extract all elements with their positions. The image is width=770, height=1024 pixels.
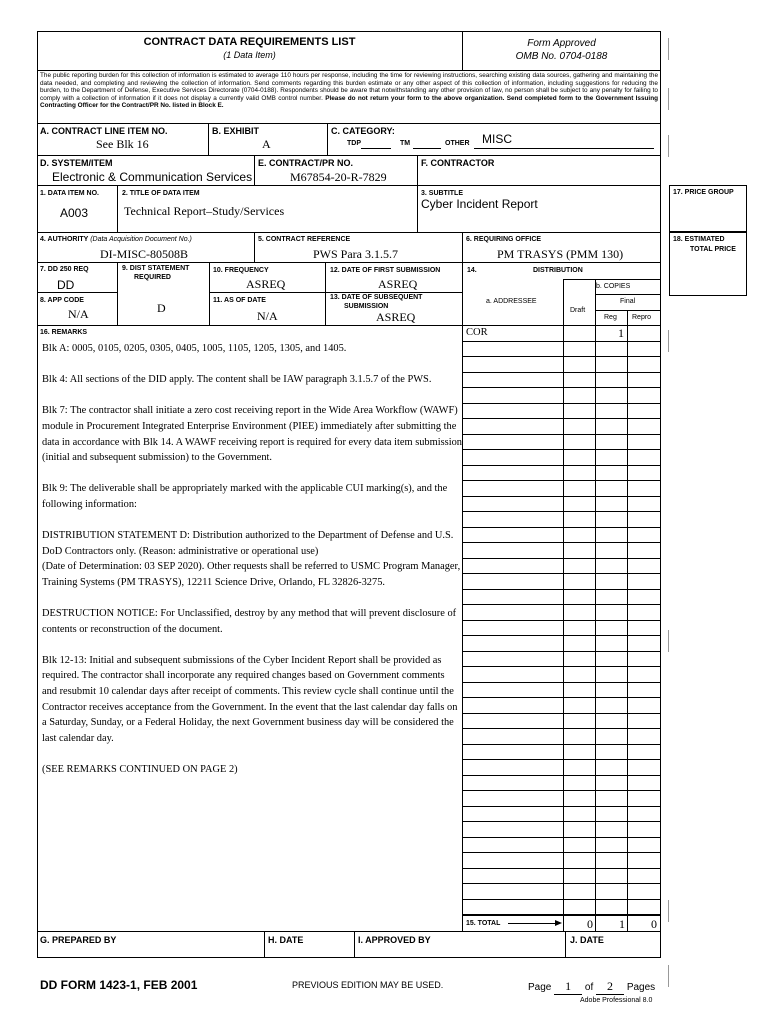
remark-blk-a: Blk A: 0005, 0105, 0205, 0305, 0405, 1005, 1105, 1205, 1305, and 1405. xyxy=(42,343,347,354)
distribution-row-line xyxy=(462,713,661,714)
distribution-row-line xyxy=(462,341,661,342)
remark-blk-9: Blk 9: The deliverable shall be appropriately marked with the applicable CUI marking(s), and the following information: xyxy=(42,483,448,510)
draft-label: Draft xyxy=(570,307,586,314)
item-5-label: 5. CONTRACT REFERENCE xyxy=(258,236,351,243)
software-note: Adobe Professional 8.0 xyxy=(580,997,653,1004)
block-c-label: C. CATEGORY: xyxy=(331,126,395,136)
block-b-label: B. EXHIBIT xyxy=(212,126,260,136)
item-9-value: D xyxy=(157,301,166,315)
category-tdp: TDP xyxy=(347,140,361,147)
form-number: DD FORM 1423-1, FEB 2001 xyxy=(40,978,198,992)
distribution-row-line xyxy=(462,589,661,590)
item-4-note: (Data Acquisition Document No.) xyxy=(90,236,192,243)
estimated-price-label-b: TOTAL PRICE xyxy=(690,246,736,253)
approved-by-label: I. APPROVED BY xyxy=(358,935,431,945)
distribution-row-line xyxy=(462,387,661,388)
distribution-row-line xyxy=(462,635,661,636)
burden-notice-bold: Please do not return your form to the above organization. Send completed form to the Government Issuing Contracting Officer for the Contract/PR No. listed in Block E. xyxy=(40,94,659,110)
distribution-row-line xyxy=(462,728,661,729)
item-12-value: ASREQ xyxy=(378,277,418,291)
total-arrow-head xyxy=(555,920,562,926)
of-word: of xyxy=(584,982,594,993)
form-approved: Form Approved xyxy=(527,38,596,49)
category-value: MISC xyxy=(482,132,512,146)
page-total: 2 xyxy=(596,979,624,995)
item-13-value: ASREQ xyxy=(376,310,416,324)
distribution-row-line xyxy=(462,651,661,652)
block-e-label: E. CONTRACT/PR NO. xyxy=(258,158,354,168)
distribution-row-line xyxy=(462,883,661,884)
distribution-title: DISTRIBUTION xyxy=(533,267,583,274)
total-arrow xyxy=(508,923,556,924)
prepared-by-label: G. PREPARED BY xyxy=(40,935,117,945)
distribution-row-line xyxy=(462,697,661,698)
distribution-row-line xyxy=(462,418,661,419)
distribution-row-line xyxy=(462,868,661,869)
item-6-value: PM TRASYS (PMM 130) xyxy=(497,247,624,261)
item-5-value: PWS Para 3.1.5.7 xyxy=(313,247,398,261)
burden-notice xyxy=(40,72,658,110)
item-9-label-a: 9. DIST STATEMENT xyxy=(122,265,190,272)
item-9-label-b: REQUIRED xyxy=(134,274,171,281)
item-1-label: 1. DATA ITEM NO. xyxy=(40,190,99,197)
item-13-label-b: SUBMISSION xyxy=(344,303,389,310)
distribution-row-line xyxy=(462,511,661,512)
item-7-value: DD xyxy=(57,278,75,292)
page-word: Page xyxy=(528,982,552,993)
distribution-row-line xyxy=(462,852,661,853)
remark-destruction-notice: DESTRUCTION NOTICE: For Unclassified, destroy by any method that will prevent disclosure of contents or reconstruction of the document. xyxy=(42,608,457,635)
distribution-row-line xyxy=(462,573,661,574)
reg-label: Reg xyxy=(604,314,617,321)
item-13-label-a: 13. DATE OF SUBSEQUENT xyxy=(330,294,423,301)
block-e-value: M67854-20-R-7829 xyxy=(290,170,387,184)
item-10-value: ASREQ xyxy=(246,277,286,291)
total-draft: 0 xyxy=(587,917,593,931)
block-a-value: See Blk 16 xyxy=(96,137,149,151)
copies-label: b. COPIES xyxy=(596,283,631,290)
distribution-row-line xyxy=(462,682,661,683)
remark-continued: (SEE REMARKS CONTINUED ON PAGE 2) xyxy=(42,764,238,776)
item-15-label: 15. TOTAL xyxy=(466,920,501,927)
approved-date-label: J. DATE xyxy=(570,935,604,945)
previous-edition: PREVIOUS EDITION MAY BE USED. xyxy=(292,980,444,990)
block-d-label: D. SYSTEM/ITEM xyxy=(40,158,113,168)
item-8-value: N/A xyxy=(68,307,89,321)
repro-label: Repro xyxy=(632,314,652,321)
distribution-row-line xyxy=(462,403,661,404)
block-d-value: Electronic & Communication Services xyxy=(52,170,253,184)
total-repro: 0 xyxy=(651,917,657,931)
distribution-row-line xyxy=(462,496,661,497)
total-reg: 1 xyxy=(619,917,625,931)
pages-word: Pages xyxy=(626,982,656,993)
item-7-label: 7. DD 250 REQ xyxy=(40,266,89,273)
final-label: Final xyxy=(620,298,636,305)
remark-blk-12-13: Blk 12-13: Initial and subsequent submissions of the Cyber Incident Report shall be provided as required. The contractor shall incorporate any required changes based on Government comments and resubmit 10 calendar days after receipt of comments. This review cycle shall continue until the Contractor receives acceptance from the Government. In the event that the last calendar day falls on a Saturday, Sunday, or a Federal Holiday, the next Government business day will be considered the last calendar day. xyxy=(42,654,458,744)
item-3-label: 3. SUBTITLE xyxy=(421,190,464,197)
distribution-row-line xyxy=(462,899,661,900)
form-title: CONTRACT DATA REQUIREMENTS LIST xyxy=(143,36,356,48)
item-8-label: 8. APP CODE xyxy=(40,297,84,304)
distribution-row-line xyxy=(462,837,661,838)
remarks-body xyxy=(42,341,462,793)
addressee-label: a. ADDRESSEE xyxy=(486,298,537,305)
distribution-row-line xyxy=(462,821,661,822)
block-f-label: F. CONTRACTOR xyxy=(421,158,495,168)
item-10-label: 10. FREQUENCY xyxy=(213,267,269,274)
item-4-value: DI-MISC-80508B xyxy=(100,247,189,261)
item-11-value: N/A xyxy=(257,309,278,323)
remark-blk-7: Blk 7: The contractor shall initiate a zero cost receiving report in the Wide Area Workflow (WAWF) module in Procurement Integrated Enterprise Environment (PIEE) immediately after submitting the data in accordance with Blk 14. A WAWF receiving report is required for every data item submission (initial and subsequent submission) to the Government. xyxy=(42,405,462,464)
item-14-label: 14. xyxy=(467,267,477,274)
distribution-row-line xyxy=(462,372,661,373)
distribution-row-line xyxy=(462,434,661,435)
block-a-label: A. CONTRACT LINE ITEM NO. xyxy=(40,126,168,136)
distribution-row-line xyxy=(462,527,661,528)
addressee-1: COR xyxy=(466,327,488,338)
distribution-row-line xyxy=(462,558,661,559)
item-4-label-text: 4. AUTHORITY xyxy=(40,236,89,243)
distribution-row-line xyxy=(462,465,661,466)
distribution-row-line xyxy=(462,744,661,745)
item-2-value: Technical Report–Study/Services xyxy=(124,204,285,218)
page-indicator xyxy=(528,979,655,995)
omb-number: OMB No. 0704-0188 xyxy=(515,51,608,62)
item-1-value: A003 xyxy=(60,206,89,220)
item-11-label: 11. AS OF DATE xyxy=(213,297,266,304)
distribution-row-line xyxy=(462,449,661,450)
distribution-row-line xyxy=(462,666,661,667)
item-2-label: 2. TITLE OF DATA ITEM xyxy=(122,190,200,197)
distribution-row-line xyxy=(462,759,661,760)
category-tm: TM xyxy=(400,140,411,147)
item-3-value: Cyber Incident Report xyxy=(421,197,538,211)
page-number: 1 xyxy=(554,979,582,995)
category-other: OTHER xyxy=(445,140,470,147)
remarks-label: 16. REMARKS xyxy=(40,329,88,336)
distribution-row-line xyxy=(462,775,661,776)
remark-blk-4: Blk 4: All sections of the DID apply. The content shall be IAW paragraph 3.1.5.7 of the PWS. xyxy=(42,374,432,386)
distribution-row-line xyxy=(462,325,661,326)
block-b-value: A xyxy=(262,137,271,151)
distribution-row-line xyxy=(462,806,661,807)
prepared-date-label: H. DATE xyxy=(268,935,304,945)
distribution-row-line xyxy=(462,480,661,481)
distribution-row-line xyxy=(462,604,661,605)
distribution-row-line xyxy=(462,356,661,357)
remark-distribution-statement: DISTRIBUTION STATEMENT D: Distribution authorized to the Department of Defense and U.S. DoD Contractors only. (Reason: administrative or operational use) (Date of Determination: 03 SEP 2020). Other requests shall be referred to USMC Program Manager, Training Systems (PM TRASYS), 12211 Science Drive, Orlando, FL 32826-3275. xyxy=(42,530,461,588)
item-12-label: 12. DATE OF FIRST SUBMISSION xyxy=(330,267,441,274)
distribution-row-line xyxy=(462,915,661,916)
item-4-label xyxy=(40,236,192,243)
price-group-label: 17. PRICE GROUP xyxy=(673,189,734,196)
form-subtitle: (1 Data Item) xyxy=(223,50,276,60)
addressee-1-reg: 1 xyxy=(618,326,624,340)
burden-notice-text: The public reporting burden for this collection of information is estimated to average 110 hours per response, including the time for reviewing instructions, searching existing data sources, gathering and maintaining the data needed, and completing and reviewing the collection of information. Send comments regarding this burden estimate or any other aspect of this collection of information, including suggestions for reducing the burden, to the Department of Defense, Executive Services Directorate (0704-0188). Respondents should be aware that notwithstanding any other provision of law, no person shall be subject to any penalty for failing to comply with a collection of information if it does not display a currently valid OMB control number. xyxy=(40,72,658,102)
item-6-label: 6. REQUIRING OFFICE xyxy=(466,236,542,243)
distribution-row-line xyxy=(462,542,661,543)
distribution-row-line xyxy=(462,620,661,621)
distribution-row-line xyxy=(462,790,661,791)
estimated-price-label-a: 18. ESTIMATED xyxy=(673,236,725,243)
